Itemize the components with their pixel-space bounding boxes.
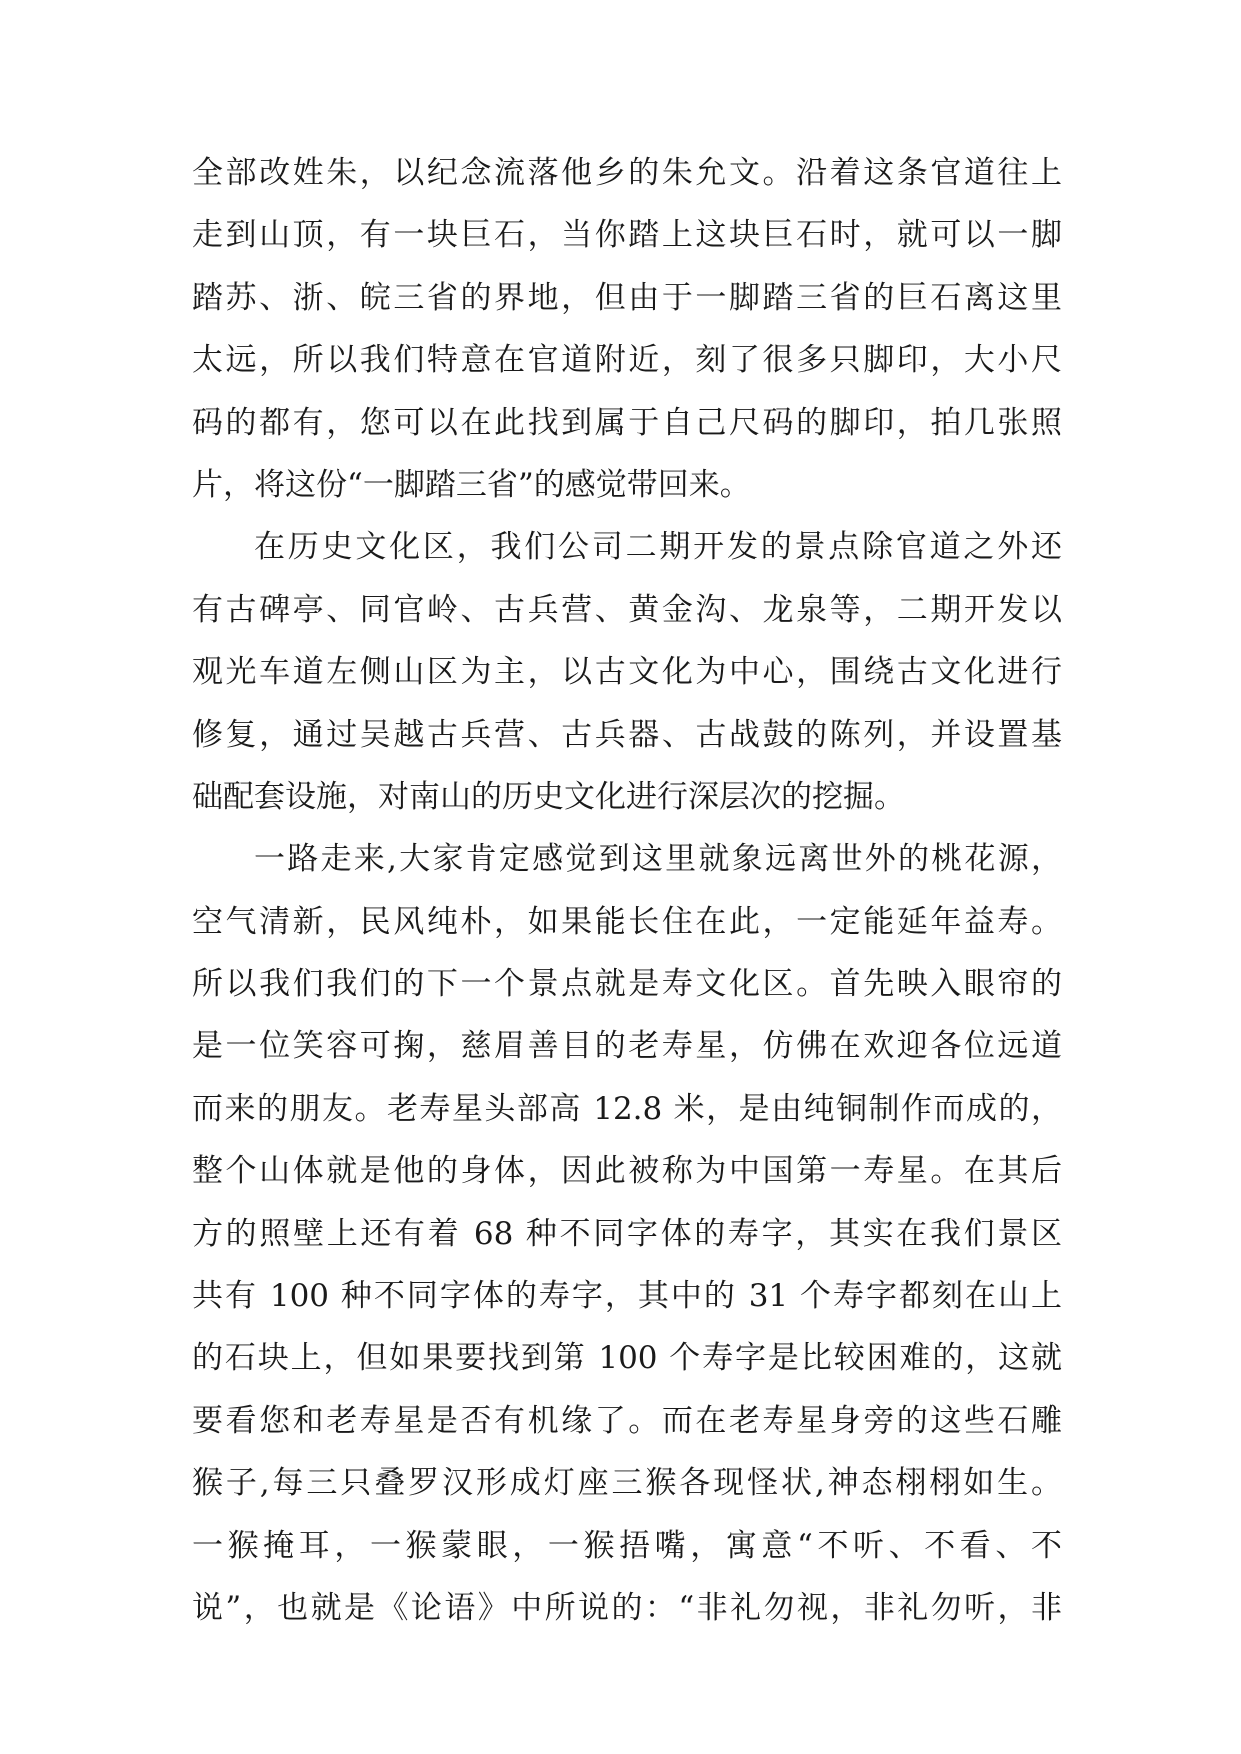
text-line: 码的都有，您可以在此找到属于自己尺码的脚印，拍几张照: [192, 404, 1062, 441]
text-line: 踏苏、浙、皖三省的界地，但由于一脚踏三省的巨石离这里: [192, 279, 1062, 316]
text-line: 猴子,每三只叠罗汉形成灯座三猴各现怪状,神态栩栩如生。: [192, 1465, 1062, 1502]
text-line: 一猴掩耳，一猴蒙眼，一猴捂嘴，寓意“不听、不看、不: [192, 1527, 1062, 1564]
text-line: 要看您和老寿星是否有机缘了。而在老寿星身旁的这些石雕: [192, 1402, 1062, 1439]
text-line: 在历史文化区，我们公司二期开发的景点除官道之外还: [254, 529, 1062, 566]
text-line: 础配套设施，对南山的历史文化进行深层次的挖掘。: [192, 778, 905, 815]
text-line: 有古碑亭、同官岭、古兵营、黄金沟、龙泉等，二期开发以: [192, 591, 1062, 628]
text-line: 太远，所以我们特意在官道附近，刻了很多只脚印，大小尺: [192, 342, 1062, 379]
text-line: 全部改姓朱，以纪念流落他乡的朱允文。沿着这条官道往上: [192, 155, 1062, 191]
text-line: 说”，也就是《论语》中所说的：“非礼勿视，非礼勿听，非: [192, 1589, 1062, 1626]
text-line: 所以我们我们的下一个景点就是寿文化区。首先映入眼帘的: [192, 966, 1062, 1003]
text-line: 的石块上，但如果要找到第 100 个寿字是比较困难的，这就: [192, 1340, 1062, 1377]
text-line: 片，将这份“一脚踏三省”的感觉带回来。: [192, 466, 751, 503]
text-line: 整个山体就是他的身体，因此被称为中国第一寿星。在其后: [192, 1153, 1062, 1190]
text-line: 走到山顶，有一块巨石，当你踏上这块巨石时，就可以一脚: [192, 217, 1062, 254]
body-text: [192, 142, 1062, 1639]
text-line: 共有 100 种不同字体的寿字，其中的 31 个寿字都刻在山上: [192, 1278, 1062, 1315]
text-line: 空气清新，民风纯朴，如果能长住在此，一定能延年益寿。: [192, 903, 1062, 940]
text-line: 而来的朋友。老寿星头部高 12.8 米，是由纯铜制作而成的，: [192, 1090, 1062, 1127]
text-line: 观光车道左侧山区为主，以古文化为中心，围绕古文化进行: [192, 654, 1062, 691]
text-line: 修复，通过吴越古兵营、古兵器、古战鼓的陈列，并设置基: [192, 716, 1062, 753]
text-line: 一路走来,大家肯定感觉到这里就象远离世外的桃花源，: [254, 841, 1062, 878]
text-line: 方的照壁上还有着 68 种不同字体的寿字，其实在我们景区: [192, 1215, 1062, 1252]
text-line: 是一位笑容可掬，慈眉善目的老寿星，仿佛在欢迎各位远道: [192, 1028, 1062, 1065]
